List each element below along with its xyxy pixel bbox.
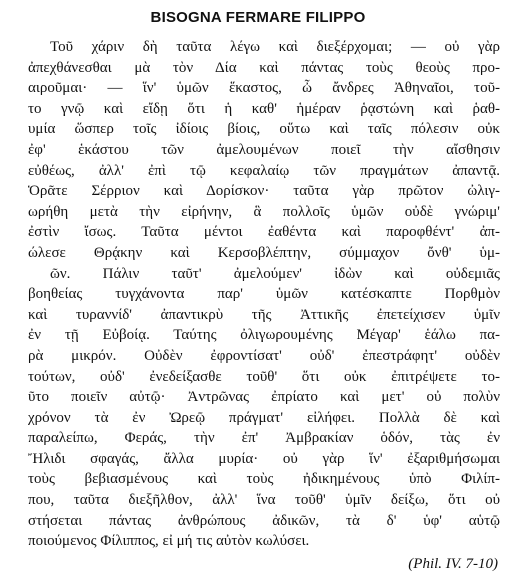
passage-line: χρόνον τὰ ἐν Ὠρεῷ πράγματ' εἰλήφει. Πολλὰ δὲ καὶ xyxy=(28,409,500,426)
passage-line: υμία ὥσπερ τοῖς ἰδίοις βίοις, οὕτω καὶ ταῖς πόλεσιν οὐκ xyxy=(28,121,500,138)
passage-line: ῦτο ποιεῖν αὐτῷ· Ἀντρῶνας ἐπρίατο καὶ μετ' οὐ πολὺν xyxy=(28,389,500,406)
passage-line: βοηθείας τυγχάνοντα παρ' ὑμῶν κατέσκαπτε Πορθμὸν xyxy=(28,286,500,303)
passage-line: Ἤλιδι σφαγάς, ἄλλα μυρία· οὐ γὰρ ἵν' ἐξαριθμήσωμαι xyxy=(28,450,500,467)
passage-line: ρὰ μικρόν. Οὐδὲν ἐφροντίσατ' οὐδ' ἐπεστράφητ' οὐδὲν xyxy=(28,347,500,364)
passage-line: στήσεται πάντας ἀνθρώπους ἀδικῶν, τὰ δ' ὑφ' αὑτῷ xyxy=(28,512,500,529)
passage-line: εὐθέως, ἀλλ' ἐπὶ τῷ κεφαλαίῳ τῶν πραγμάτων ἀπαντᾷ. xyxy=(28,162,500,179)
document-title: BISOGNA FERMARE FILIPPO xyxy=(150,9,366,26)
passage-line: ἐν τῇ Εὐβοίᾳ. Ταύτης ὀλιγωρουμένης Μέγαρ' ἑάλω πα- xyxy=(28,327,500,344)
passage-line: ωρήθη μετὰ τὴν εἰρήνην, ἃ πολλοῖς ὑμῶν οὐδὲ γνώριμ' xyxy=(28,203,500,220)
passage-line: που, ταῦτα διεξῆλθον, ἀλλ' ἵνα τοῦθ' ὑμῖν δείξω, ὅτι οὐ xyxy=(28,492,500,509)
passage-line: τοὺς βεβιασμένους καὶ τοὺς ἠδικημένους ὑπὸ Φιλίπ- xyxy=(28,471,500,488)
passage-line: τούτων, οὐδ' ἐνεδείξασθε τοῦθ' ὅτι οὐκ ἐπιτρέψετε το- xyxy=(28,368,500,385)
passage-line: παραλείπω, Φεράς, τὴν ἐπ' Ἀμβρακίαν ὁδόν, τὰς ἐν xyxy=(28,430,500,447)
passage-line: ἀπεχθάνεσθαι μὰ τὸν Δία καὶ πάντας τοὺς θεοὺς προ- xyxy=(28,59,500,76)
passage-line: Ὁρᾶτε Σέρριον καὶ Δορίσκον· ταῦτα γὰρ πρῶτον ὠλιγ- xyxy=(28,183,500,200)
passage-line: αιροῦμαι· — ἵν' ὑμῶν ἕκαστος, ὦ ἄνδρες Ἀθηναῖοι, τοῦ- xyxy=(28,80,500,97)
passage-line: ἐφ' ἑκάστου τῶν ἀμελουμένων ποιεῖ τὴν αἴσθησιν xyxy=(28,141,500,158)
passage-line: ποιούμενος Φίλιππος, εἰ μή τις αὐτὸν κωλύσει. xyxy=(28,533,310,550)
source-citation: (Phil. IV. 7-10) xyxy=(408,556,498,572)
passage-line: ῶν. Πάλιν ταῦτ' ἀμελούμεν' ἰδὼν καὶ οὐδεμιᾶς xyxy=(50,265,500,282)
passage-line: καὶ τυραννίδ' ἀπαντικρὺ τῆς Ἀττικῆς ἐπετείχισεν ὑμῖν xyxy=(28,306,500,323)
greek-passage xyxy=(28,37,500,552)
passage-line: το γνῷ καὶ εἴδῃ ὅτι ἡ καθ' ἡμέραν ῥᾳστώνη καὶ ῥαθ- xyxy=(28,100,500,117)
passage-line: ώλεσε Θρᾴκην καὶ Κερσοβλέπτην, σύμμαχον ὄνθ' ὑμ- xyxy=(28,244,500,261)
passage-line: ἐστὶν ἴσως. Ταῦτα μέντοι ἐαθέντα καὶ παροφθέντ' ἀπ- xyxy=(28,224,500,241)
passage-line: Τοῦ χάριν δὴ ταῦτα λέγω καὶ διεξέρχομαι; — οὐ γὰρ xyxy=(50,39,500,55)
